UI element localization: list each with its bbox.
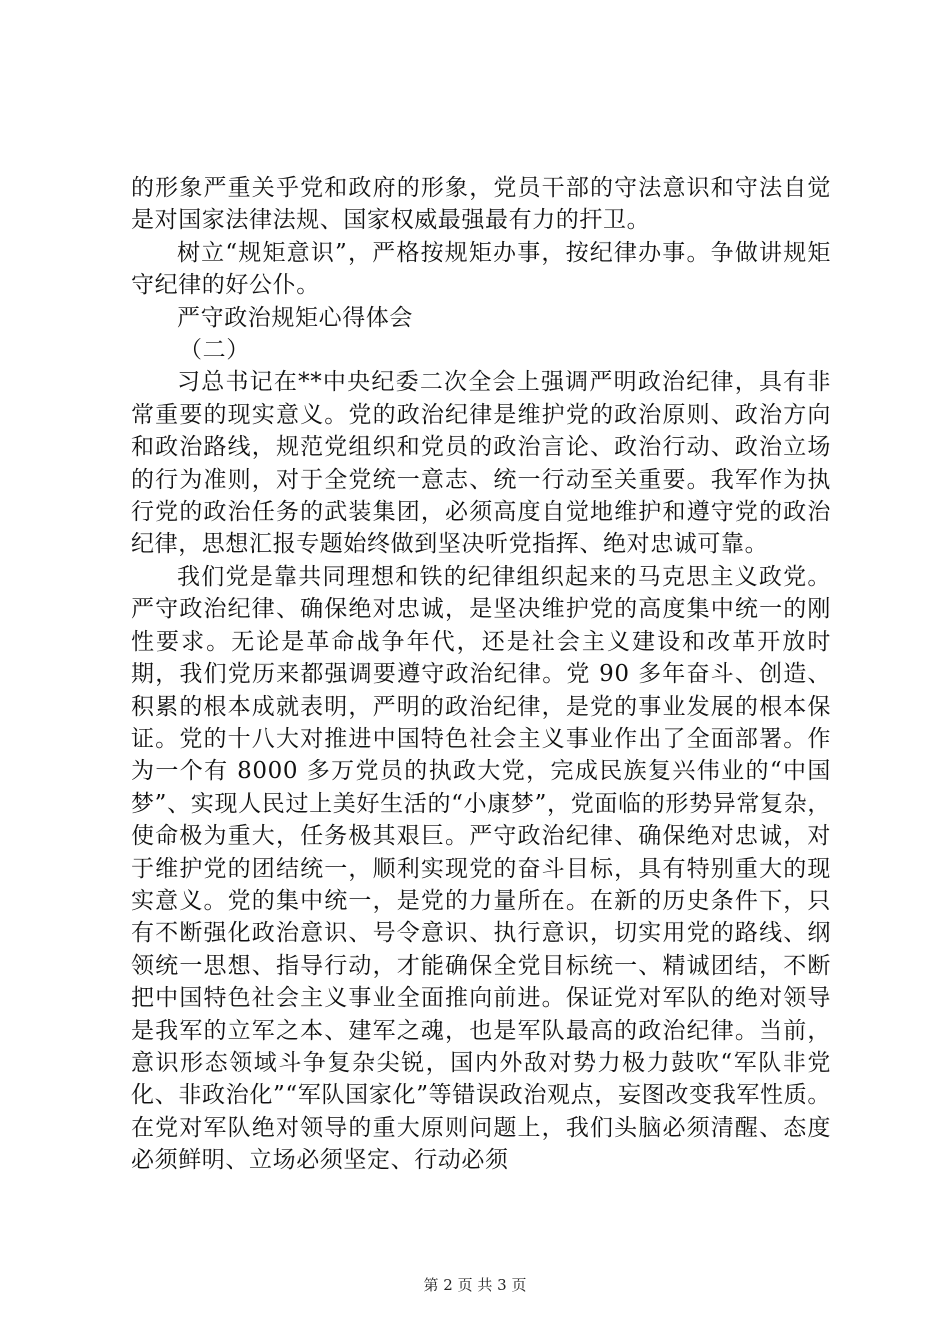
section-subtitle: 严守政治规矩心得体会 (177, 304, 413, 331)
section-sequence: （二） (179, 337, 250, 364)
document-body (131, 172, 831, 1177)
paragraph-party-discipline: 我们党是靠共同理想和铁的纪律组织起来的马克思主义政党。严守政治纪律、确保绝对忠诚，是坚决维护党的高度集中统一的刚性要求。无论是革命战争年代，还是社会主义建设和改革开放时期，我们党历来都强调要遵守政治纪律。党 90 多年奋斗、创造、积累的根本成就表明，严明的政治纪律，是党的事业发展的根本保证。党的十八大对推进中国特色社会主义事业作出了全面部署。作为一个有 8000 多万党员的执政大党，完成民族复兴伟业的“中国梦”、实现人民过上美好生活的“小康梦”，党面临的形势异常复杂，使命极为重大，任务极其艰巨。严守政治纪律、确保绝对忠诚，对于维护党的团结统一，顺利实现党的奋斗目标，具有特别重大的现实意义。党的集中统一，是党的力量所在。在新的历史条件下，只有不断强化政治意识、号令意识、执行意识，切实用党的路线、纲领统一思想、指导行动，才能确保全党目标统一、精诚团结，不断把中国特色社会主义事业全面推向前进。保证党对军队的绝对领导是我军的立军之本、建军之魂，也是军队最高的政治纪律。当前，意识形态领域斗争复杂尖锐，国内外敌对势力极力鼓吹“军队非党化、非政治化”“军队国家化”等错误政治观点，妄图改变我军性质。在党对军队绝对领导的重大原则问题上，我们头脑必须清醒、态度必须鲜明、立场必须坚定、行动必须 (131, 563, 831, 1174)
paragraph-continued: 的形象严重关乎党和政府的形象，党员干部的守法意识和守法自觉是对国家法律法规、国家权威最强最有力的扞卫。 (131, 175, 831, 234)
page-number-footer: 第 2 页 共 3 页 (423, 1276, 527, 1294)
paragraph-political-discipline: 习总书记在**中央纪委二次全会上强调严明政治纪律，具有非常重要的现实意义。党的政治纪律是维护党的政治原则、政治方向和政治路线，规范党组织和党员的政治言论、政治行动、政治立场的行为准则，对于全党统一意志、统一行动至关重要。我军作为执行党的政治任务的武装集团，必须高度自觉地维护和遵守党的政治纪律，思想汇报专题始终做到坚决听党指挥、绝对忠诚可靠。 (131, 369, 831, 558)
paragraph-rules-awareness: 树立“规矩意识”，严格按规矩办事，按纪律办事。争做讲规矩守纪律的好公仆。 (131, 239, 831, 299)
